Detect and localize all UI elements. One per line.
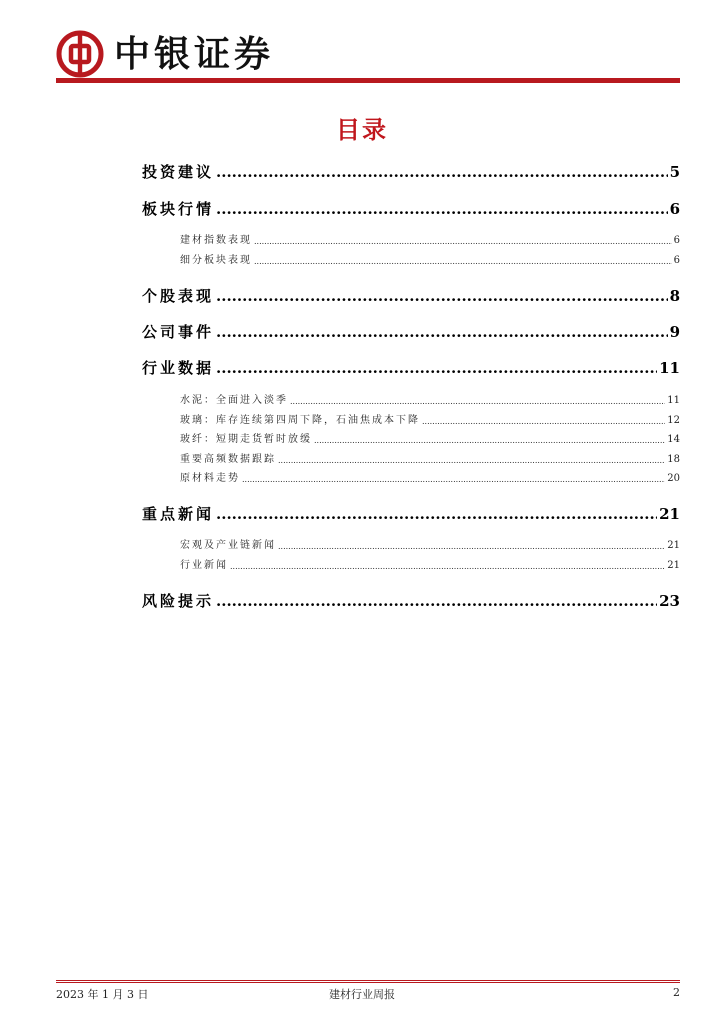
toc-subentry[interactable] — [180, 453, 680, 467]
toc-subentry-label: 玻纤：短期走货暂时放缓 — [180, 434, 312, 445]
toc-entry-page: 8 — [669, 287, 680, 305]
toc-entry[interactable] — [142, 504, 680, 524]
toc-entry[interactable] — [142, 286, 680, 306]
toc-leader-dots — [422, 416, 665, 428]
toc-entry-label: 投资建议 — [142, 163, 215, 181]
bank-of-china-logo-icon — [56, 30, 104, 78]
toc-entry-label: 个股表现 — [142, 287, 215, 305]
toc-subentry-label: 原材料走势 — [180, 473, 240, 484]
page-header — [56, 30, 680, 82]
toc-subentry-label: 细分板块表现 — [180, 255, 252, 266]
brand-name: 中银证券 — [114, 33, 275, 75]
toc-leader-dots — [278, 541, 665, 553]
toc-entry[interactable] — [142, 322, 680, 342]
toc-leader-dots — [216, 199, 668, 219]
toc-entry-page: 5 — [669, 163, 680, 181]
toc-leader-dots — [278, 455, 665, 467]
toc-leader-dots — [290, 396, 665, 408]
toc-entry-label: 行业数据 — [142, 359, 215, 377]
toc-subentry[interactable] — [180, 539, 680, 553]
toc-title: 目录 — [336, 115, 388, 144]
toc-subentry[interactable] — [180, 414, 680, 428]
toc-subentry-page: 18 — [667, 454, 680, 465]
toc-subentry[interactable] — [180, 472, 680, 486]
toc-subentry-page: 6 — [673, 255, 680, 266]
toc-leader-dots — [216, 162, 668, 182]
toc-subentry-page: 6 — [673, 235, 680, 246]
toc-leader-dots — [242, 474, 665, 486]
toc-subentry[interactable] — [180, 433, 680, 447]
toc-entry-page: 21 — [659, 505, 680, 523]
toc-entry-label: 公司事件 — [142, 323, 215, 341]
toc-leader-dots — [254, 236, 672, 248]
toc-subentry-label: 行业新闻 — [180, 560, 228, 571]
toc-entry[interactable] — [142, 591, 680, 611]
toc-entry-page: 11 — [659, 359, 680, 377]
toc-subentry-page: 12 — [667, 415, 680, 426]
toc-subentry-page: 21 — [667, 540, 680, 551]
toc-subentry[interactable] — [180, 234, 680, 248]
toc-subentry-label: 玻璃：库存连续第四周下降，石油焦成本下降 — [180, 415, 420, 426]
toc-leader-dots — [230, 561, 665, 573]
toc-leader-dots — [216, 591, 657, 611]
toc-entry-page: 23 — [659, 592, 680, 610]
toc-entry[interactable] — [142, 358, 680, 378]
toc-entry[interactable] — [142, 199, 680, 219]
toc-subentry[interactable] — [180, 559, 680, 573]
toc-entry-page: 9 — [669, 323, 680, 341]
toc-subentry-page: 14 — [667, 434, 680, 445]
toc-entry-label: 板块行情 — [142, 200, 215, 218]
toc-entry-label: 重点新闻 — [142, 505, 215, 523]
toc-subentry-label: 水泥：全面进入淡季 — [180, 395, 288, 406]
toc-subentry[interactable] — [180, 254, 680, 268]
toc-subentry-label: 宏观及产业链新闻 — [180, 540, 276, 551]
toc-subentry-page: 20 — [667, 473, 680, 484]
toc-subentry-label: 建材指数表现 — [180, 235, 252, 246]
footer-divider-secondary — [56, 982, 680, 983]
toc-leader-dots — [216, 504, 657, 524]
footer-divider — [56, 980, 680, 981]
toc-subentry[interactable] — [180, 394, 680, 408]
toc-subentry-label: 重要高频数据跟踪 — [180, 454, 276, 465]
toc-leader-dots — [216, 286, 668, 306]
toc-subentry-page: 11 — [667, 395, 680, 406]
footer-date: 2023 年 1 月 3 日 — [56, 988, 149, 1001]
toc-entry[interactable] — [142, 162, 680, 182]
toc-leader-dots — [216, 322, 668, 342]
toc-entry-label: 风险提示 — [142, 592, 215, 610]
toc-leader-dots — [314, 435, 665, 447]
footer-report-name: 建材行业周报 — [329, 988, 395, 1001]
toc-subentry-page: 21 — [667, 560, 680, 571]
footer-page-number: 2 — [673, 986, 680, 999]
toc-leader-dots — [254, 256, 672, 268]
header-divider — [56, 78, 680, 83]
toc-entry-page: 6 — [669, 200, 680, 218]
toc-leader-dots — [216, 358, 657, 378]
